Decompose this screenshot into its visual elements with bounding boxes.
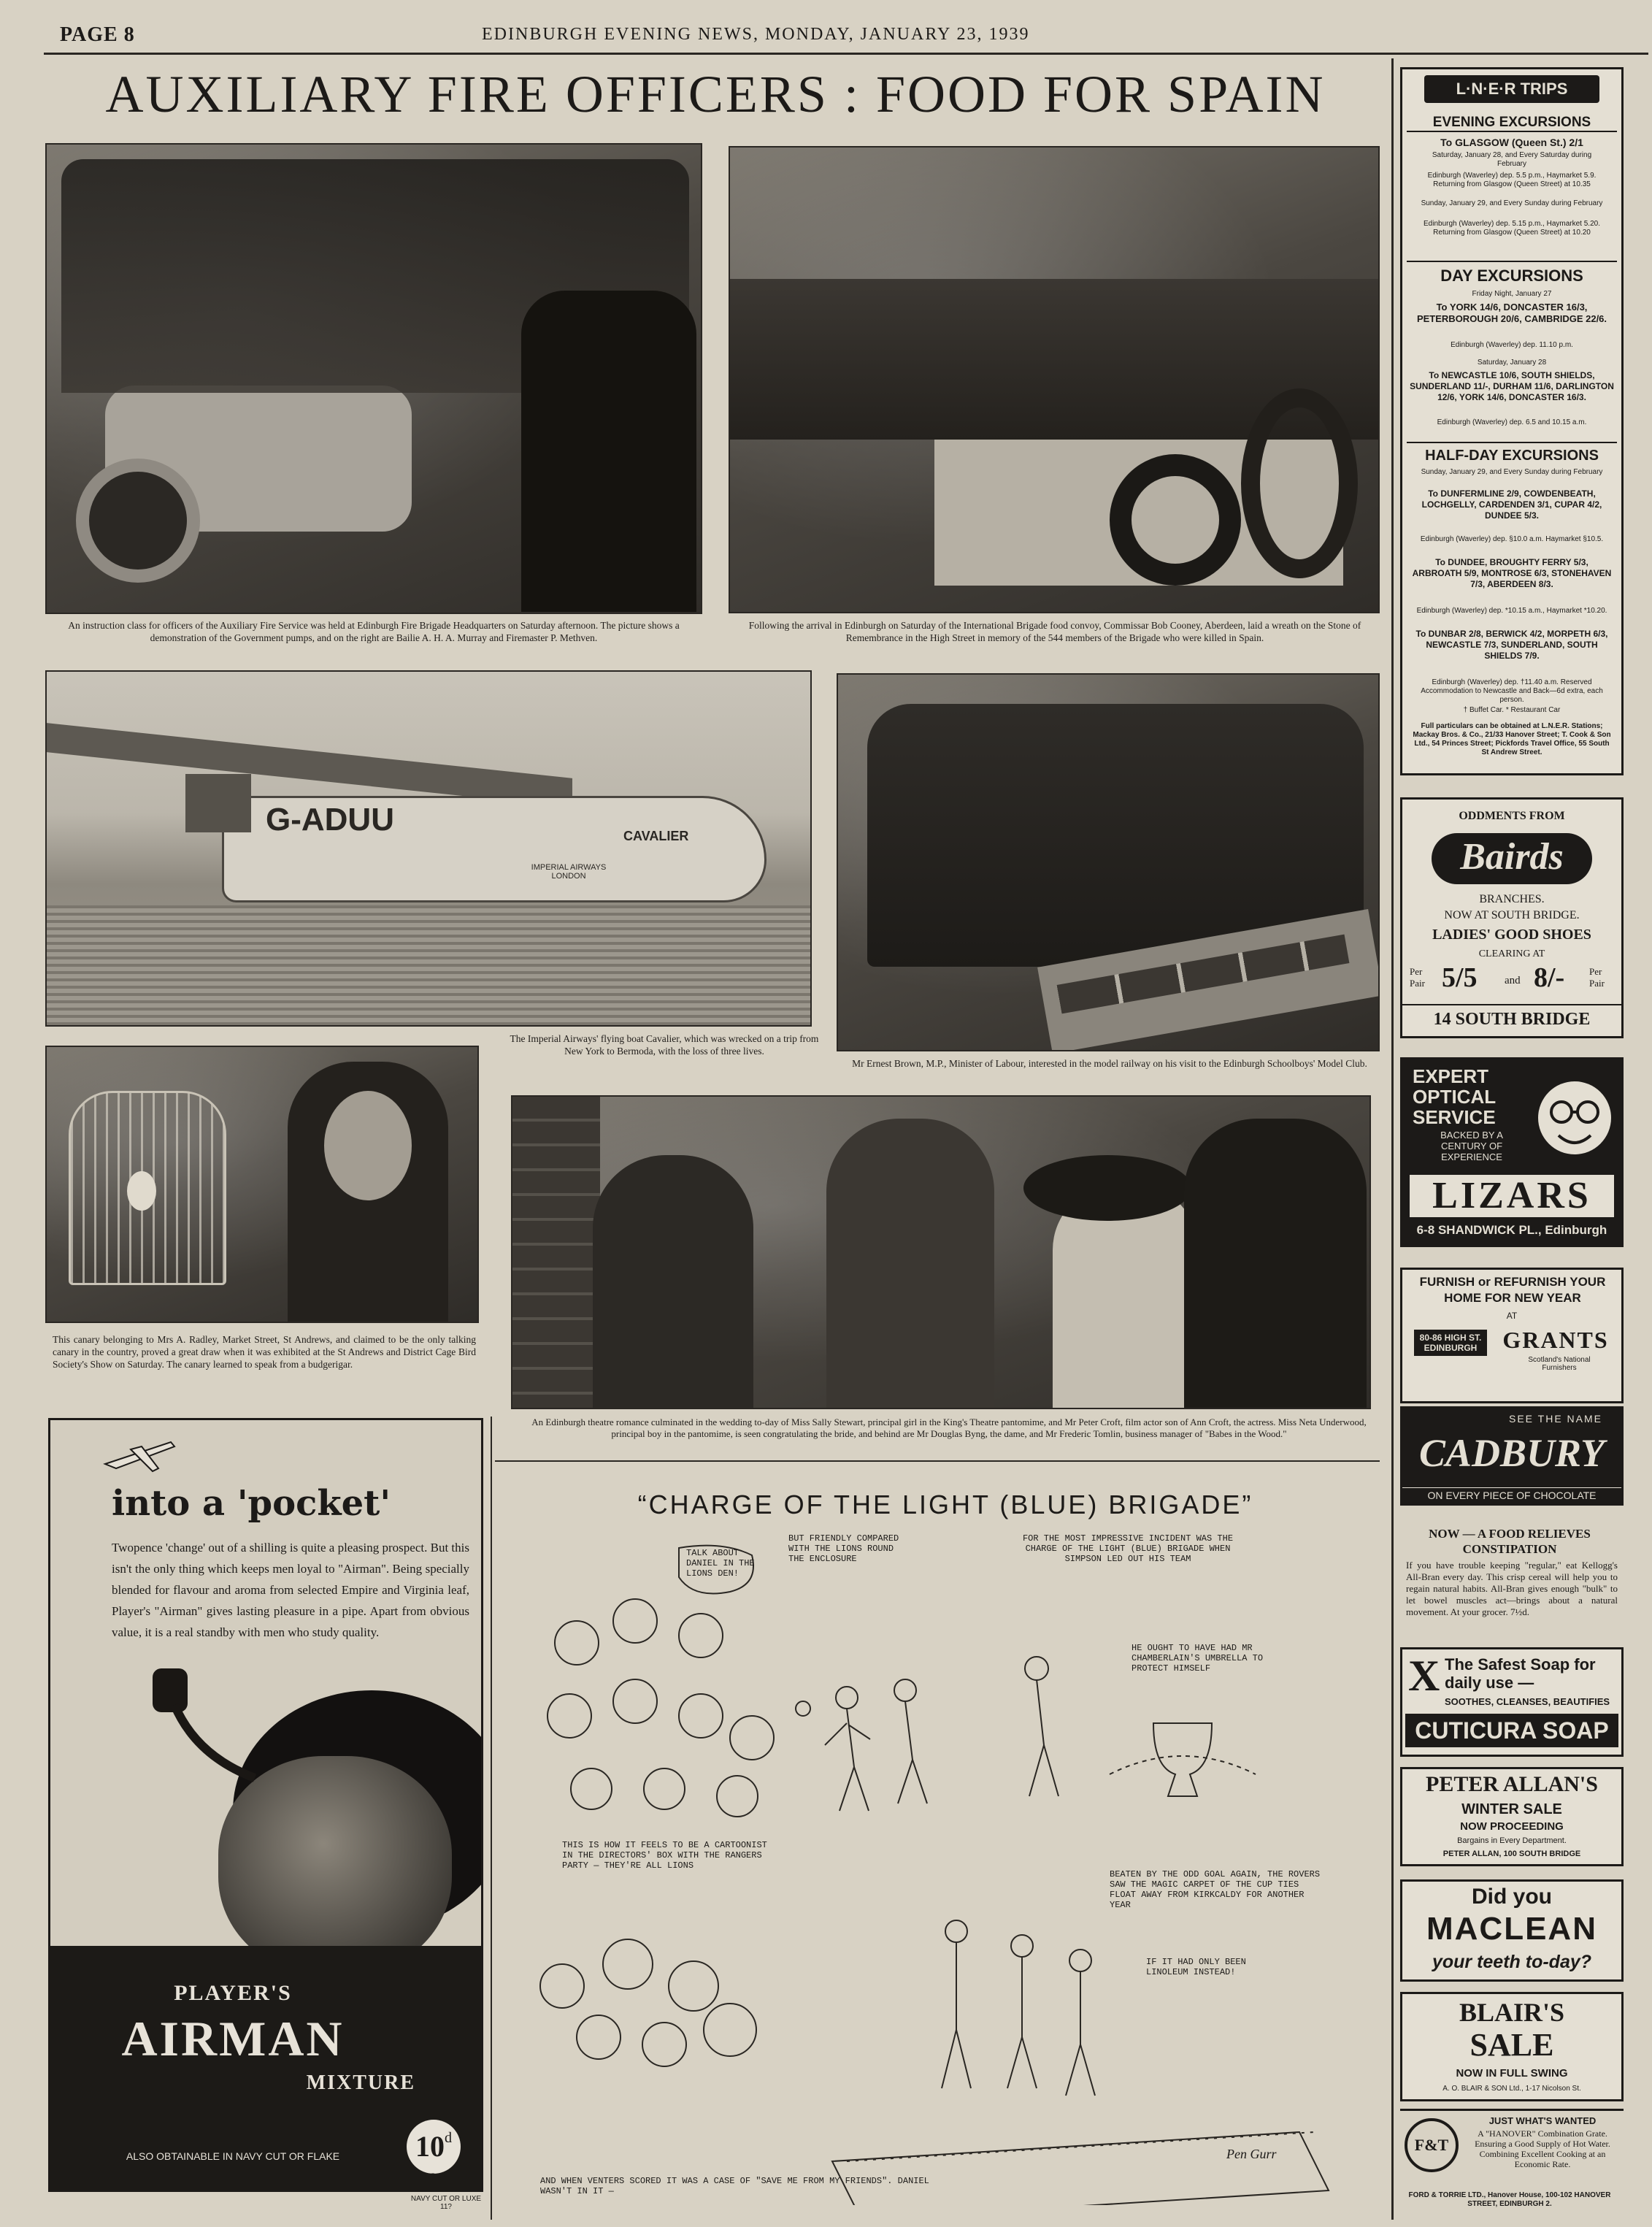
airman-brand: PLAYER'S: [174, 1981, 292, 2005]
bairds-ad: [1400, 797, 1624, 1038]
airman-mixture: MIXTURE: [306, 2071, 415, 2094]
airman-headline: into a 'pocket': [112, 1483, 391, 1524]
blair-ad: [1400, 1992, 1624, 2101]
smoker-face: [218, 1756, 452, 1975]
airman-body: Twopence 'change' out of a shilling is quite a pleasing prospect. But this isn't the only thing which keeps men loyal to "Airman". Being specially blended for flavour and aroma from selected Empire and Virginia leaf, Player's "Airman" gives lasting pleasure in a pipe. Apart from obvious value, it is a real standby with men who study quality.: [112, 1541, 469, 1639]
caption-fire-service: An instruction class for officers of the Auxiliary Fire Service was held at Edinburgh Fire Brigade Headquarters on Saturday afternoon. The picture shows a demonstration of the Government pumps, and on the right are Bailie A. H. A. Murray and Firemaster P. Methven.: [68, 620, 680, 643]
caption-model-railway: Mr Ernest Brown, M.P., Minister of Labour, interested in the model railway on his visit to the Edinburgh Schoolboys' Model Club.: [852, 1058, 1367, 1069]
blair-l1: BLAIR'S: [1459, 1998, 1565, 2027]
plane-airline: IMPERIAL AIRWAYS LONDON: [531, 863, 607, 881]
lizars-l1: EXPERT: [1413, 1065, 1489, 1087]
allan-l1: WINTER SALE: [1461, 1801, 1562, 1817]
peter-allan-ad: [1400, 1767, 1624, 1866]
cadbury-top: SEE THE NAME: [1509, 1413, 1602, 1425]
lner-half-4: To DUNDEE, BROUGHTY FERRY 5/3, ARBROATH 5/9, MONTROSE 6/3, STONEHAVEN 7/3, ABERDEEN 8/3.: [1412, 557, 1612, 589]
cuticura-l2: SOOTHES, CLEANSES, BEAUTIFIES: [1445, 1696, 1610, 1707]
cartoon-bubble-7: IF IT HAD ONLY BEEN LINOLEUM INSTEAD!: [1146, 1957, 1246, 1977]
officer-right: [521, 291, 696, 612]
bairds-top: ODDMENTS FROM: [1459, 810, 1565, 822]
cartoon-bubble-1: TALK ABOUT DANIEL IN THE LIONS DEN!: [686, 1548, 755, 1579]
masthead-line: EDINBURGH EVENING NEWS, MONDAY, JANUARY 23, 1939: [482, 25, 1030, 44]
bairds-ladies: LADIES' GOOD SHOES: [1432, 927, 1591, 943]
lner-half-8: † Buffet Car. * Restaurant Car: [1463, 706, 1561, 714]
kellogg-ad: [1400, 1526, 1624, 1636]
spectacled-man-icon: [1531, 1074, 1618, 1169]
trailer-wheel: [76, 459, 200, 583]
bairds-branches: BRANCHES.: [1479, 893, 1545, 905]
price-per: PER OZ: [422, 2172, 447, 2180]
cuticura-l1: The Safest Soap for daily use —: [1445, 1655, 1596, 1692]
photo-wreath: [729, 146, 1380, 613]
lner-evening-3: Edinburgh (Waverley) dep. 5.5 p.m., Haymarket 5.9. Returning from Glasgow (Queen Street) at 10.35: [1427, 172, 1597, 188]
bairds-clearing: CLEARING AT: [1478, 948, 1545, 959]
cartoon-bubble-8: AND WHEN VENTERS SCORED IT WAS A CASE OF "SAVE ME FROM MY FRIENDS". DANIEL WASN'T IN IT —: [540, 2176, 929, 2196]
photo-model-railway: [837, 673, 1380, 1051]
masthead-rule: [44, 53, 1648, 55]
cadbury-bottom: ON EVERY PIECE OF CHOCOLATE: [1402, 1487, 1621, 1501]
lizars-address: 6-8 SHANDWICK PL., Edinburgh: [1416, 1223, 1607, 1237]
column-rule-main: [1391, 58, 1394, 2220]
caption-flying-boat: The Imperial Airways' flying boat Cavalier, which was wrecked on a trip from New York to Bermoda, with the loss of three lives.: [510, 1033, 819, 1057]
cartoon-bubble-2: BUT FRIENDLY COMPARED WITH THE LIONS ROUND THE ENCLOSURE: [788, 1533, 899, 1564]
lner-day-6: Edinburgh (Waverley) dep. 6.5 and 10.15 a.m.: [1437, 418, 1587, 426]
lner-half-3: Edinburgh (Waverley) dep. §10.0 a.m. Haymarket §10.5.: [1420, 535, 1604, 543]
hanover-body: A "HANOVER" Combination Grate. Ensuring a Good Supply of Hot Water. Combining Excellent Cooking at an Economic Rate.: [1475, 2128, 1610, 2169]
water: [47, 905, 812, 1027]
bookshelf-background: [512, 1097, 600, 1409]
man-face: [324, 1091, 412, 1200]
grants-at: AT: [1506, 1311, 1518, 1321]
airman-ad: [48, 1418, 483, 2192]
bairds-price-1: 5/5: [1442, 962, 1478, 993]
cuticura-x: X: [1408, 1652, 1440, 1700]
lizars-brand: LIZARS: [1410, 1175, 1614, 1217]
cartoon-title: “CHARGE OF THE LIGHT (BLUE) BRIGADE”: [637, 1490, 1253, 1519]
maclean-l1: Did you: [1472, 1885, 1552, 1909]
allan-l2: NOW PROCEEDING: [1460, 1820, 1564, 1833]
lner-evening-2: Saturday, January 28, and Every Saturday during February: [1432, 151, 1592, 168]
lner-evening-5: Edinburgh (Waverley) dep. 5.15 p.m., Haymarket 5.20. Returning from Glasgow (Queen Street) at 10.20: [1424, 220, 1600, 237]
photo-wedding: [511, 1095, 1371, 1409]
cartoon-bubble-3: FOR THE MOST IMPRESSIVE INCIDENT WAS THE CHARGE OF THE LIGHT (BLUE) BRIGADE WHEN SIMPSON LED OUT HIS TEAM: [1022, 1533, 1234, 1564]
grants-brand: GRANTS: [1502, 1327, 1609, 1353]
price-value: 10: [415, 2130, 445, 2163]
photo-canary: [45, 1046, 479, 1323]
wreath-right: [1241, 388, 1358, 578]
grants-ad: [1400, 1268, 1624, 1403]
blair-l3: NOW IN FULL SWING: [1456, 2067, 1568, 2080]
cadbury-ad: [1400, 1406, 1624, 1506]
column-rule-cartoon: [491, 1417, 492, 2220]
wreath: [1110, 454, 1241, 586]
lizars-l3: SERVICE: [1413, 1106, 1496, 1128]
bairds-now: NOW AT SOUTH BRIDGE.: [1444, 909, 1580, 921]
rule-above-cartoon: [495, 1460, 1380, 1462]
allan-brand: PETER ALLAN'S: [1426, 1772, 1598, 1796]
lner-day-3: Edinburgh (Waverley) dep. 11.10 p.m.: [1451, 341, 1573, 349]
ft-logo: [1405, 2118, 1459, 2172]
grants-address: 80-86 HIGH ST. EDINBURGH: [1414, 1330, 1487, 1356]
photo-flying-boat: [45, 670, 812, 1027]
page-number: PAGE 8: [60, 23, 135, 46]
lner-day-2: To YORK 14/6, DONCASTER 16/3, PETERBOROUGH 20/6, CAMBRIDGE 22/6.: [1416, 302, 1607, 324]
kellogg-body: If you have trouble keeping "regular," eat Kellogg's All-Bran every day. This crisp cereal will help you to regain natural habits. All-Bran gives enough "bulk" to let bowel muscles act—brings about a natural movement. At your grocer. 7½d.: [1406, 1560, 1618, 1617]
maclean-brand: MACLEAN: [1426, 1911, 1597, 1947]
flying-boat-wing: [47, 723, 572, 808]
airman-footer: ALSO OBTAINABLE IN NAVY CUT OR FLAKE: [126, 2150, 340, 2162]
lner-evening-1: To GLASGOW (Queen St.) 2/1: [1440, 137, 1583, 148]
bairds-address: 14 SOUTH BRIDGE: [1402, 1004, 1621, 1030]
bairds-price-2: 8/-: [1534, 962, 1565, 993]
lizars-ad: [1400, 1057, 1624, 1247]
cartoon-bubble-4: HE OUGHT TO HAVE HAD MR CHAMBERLAIN'S UMBRELLA TO PROTECT HIMSELF: [1132, 1643, 1264, 1674]
lner-day-5: To NEWCASTLE 10/6, SOUTH SHIELDS, SUNDERLAND 11/-, DURHAM 11/6, DARLINGTON 12/6, YORK 14/6, DONCASTER 16/3.: [1410, 370, 1614, 402]
canary: [127, 1171, 156, 1211]
lner-half-7: Edinburgh (Waverley) dep. †11.40 a.m. Reserved Accommodation to Newcastle and Back—6d extra, each person.: [1421, 678, 1603, 704]
lner-half-2: To DUNFERMLINE 2/9, COWDENBEATH, LOCHGELLY, CARDENDEN 3/1, CUPAR 4/2, DUNDEE 5/3.: [1421, 488, 1602, 521]
cuticura-brand: CUTICURA SOAP: [1405, 1714, 1618, 1747]
cartoon-panel: [511, 1533, 1380, 2205]
flying-boat-tail: [185, 774, 251, 832]
hanover-title: JUST WHAT'S WANTED: [1488, 2115, 1597, 2126]
hanover-ad: [1400, 2109, 1624, 2218]
maclean-ad: [1400, 1879, 1624, 1982]
plane-registration: G-ADUU: [266, 802, 394, 837]
lner-evening-4: Sunday, January 29, and Every Sunday during February: [1421, 199, 1603, 207]
cartoon-bubble-5: THIS IS HOW IT FEELS TO BE A CARTOONIST IN THE DIRECTORS' BOX WITH THE RANGERS PARTY — THEY'RE ALL LIONS: [562, 1840, 767, 1871]
plane-name: CAVALIER: [623, 829, 689, 843]
price-badge: [407, 2120, 461, 2174]
grants-l1: FURNISH or REFURNISH YOUR HOME FOR NEW YEAR: [1419, 1275, 1606, 1305]
page-headline: AUXILIARY FIRE OFFICERS : FOOD FOR SPAIN: [105, 65, 1326, 123]
cartoon-signature: Pen Gurr: [1226, 2147, 1277, 2161]
price-unit: d: [445, 2130, 452, 2146]
lner-evening-title: EVENING EXCURSIONS: [1407, 115, 1617, 132]
caption-canary: This canary belonging to Mrs A. Radley, Market Street, St Andrews, and claimed to be the only talking canary in the country, proved a great draw when it was exhibited at the St Andrews and District Cage Bird Society's Show on Saturday. The canary learned to speak from a budgerigar.: [53, 1334, 476, 1370]
lner-day-4: Saturday, January 28: [1477, 359, 1547, 367]
lner-half-5: Edinburgh (Waverley) dep. *10.15 a.m., Haymarket *10.20.: [1416, 607, 1607, 615]
kellogg-title: NOW — A FOOD RELIEVES CONSTIPATION: [1429, 1527, 1591, 1556]
maclean-l2: your teeth to-day?: [1432, 1952, 1592, 1972]
bairds-logo: Bairds: [1432, 833, 1592, 884]
caption-wreath: Following the arrival in Edinburgh on Saturday of the International Brigade food convoy, Commissar Bob Cooney, Aberdeen, laid a wreath on the Stone of Remembrance in the High Street in memory of the 544 members of the Brigade who were killed in Spain.: [748, 620, 1361, 643]
cartoon-bubble-6: BEATEN BY THE ODD GOAL AGAIN, THE ROVERS SAW THE MAGIC CARPET OF THE CUP TIES FLOAT AWAY FROM KIRKCALDY FOR ANOTHER YEAR: [1110, 1869, 1321, 1910]
hanover-footer: FORD & TORRIE LTD., Hanover House, 100-102 HANOVER STREET, EDINBURGH 2.: [1408, 2191, 1611, 2208]
allan-l3: Bargains in Every Department.: [1457, 1836, 1567, 1845]
bairds-and: and: [1505, 975, 1521, 986]
airman-footnote: NAVY CUT OR LUXE 11?: [410, 2195, 482, 2211]
blair-l4: A. O. BLAIR & SON Ltd., 1-17 Nicolson St.: [1442, 2085, 1581, 2093]
bairds-per-right: Per Pair: [1589, 966, 1605, 989]
grants-tag: Scotland's National Furnishers: [1528, 1356, 1591, 1372]
bride-hat: [1023, 1155, 1191, 1221]
woman-right: [1184, 1119, 1367, 1409]
groom: [826, 1119, 994, 1409]
blair-l2: SALE: [1469, 2027, 1554, 2063]
cuticura-ad: [1400, 1647, 1624, 1757]
woman-left: [593, 1155, 753, 1409]
ft-logo-text: F&T: [1414, 2136, 1449, 2154]
plane-icon: [101, 1435, 182, 1479]
pipe-icon: [145, 1661, 262, 1785]
allan-l4: PETER ALLAN, 100 SOUTH BRIDGE: [1442, 1850, 1581, 1858]
lner-half-title: HALF-DAY EXCURSIONS: [1407, 442, 1617, 464]
lner-ad: [1400, 67, 1624, 775]
airman-product: AIRMAN: [121, 2011, 345, 2066]
lner-half-6: To DUNBAR 2/8, BERWICK 4/2, MORPETH 6/3, NEWCASTLE 7/3, SUNDERLAND, SOUTH SHIELDS 7/9.: [1415, 629, 1608, 661]
lner-day-1: Friday Night, January 27: [1472, 290, 1552, 298]
bairds-per-left: Per Pair: [1410, 966, 1425, 989]
lizars-l2: OPTICAL: [1413, 1086, 1497, 1108]
lner-particulars: Full particulars can be obtained at L.N.E.R. Stations; Mackay Bros. & Co., 21/33 Hanover Street; T. Cook & Son Ltd., 54 Princes Street; Pickfords Travel Office, 55 South St Andrew Street.: [1413, 722, 1611, 756]
lner-half-1: Sunday, January 29, and Every Sunday during February: [1421, 468, 1603, 476]
photo-fire-service: [45, 143, 702, 614]
caption-wedding: An Edinburgh theatre romance culminated in the wedding to-day of Miss Sally Stewart, principal girl in the King's Theatre pantomime, and Mr Peter Croft, film actor son of Ann Croft, the actress. Miss Neta Underwood, principal boy in the pantomime, is seen congratulating the bride, and behind are Mr Douglas Byng, the dame, and Mr Frederic Tomlin, business manager of "Babes in the Wood.": [531, 1417, 1367, 1439]
cadbury-brand: CADBURY: [1418, 1431, 1605, 1475]
lizars-l4: BACKED BY A CENTURY OF EXPERIENCE: [1440, 1130, 1503, 1162]
lner-header: L·N·E·R TRIPS: [1424, 75, 1599, 103]
lner-day-title: DAY EXCURSIONS: [1407, 261, 1617, 285]
